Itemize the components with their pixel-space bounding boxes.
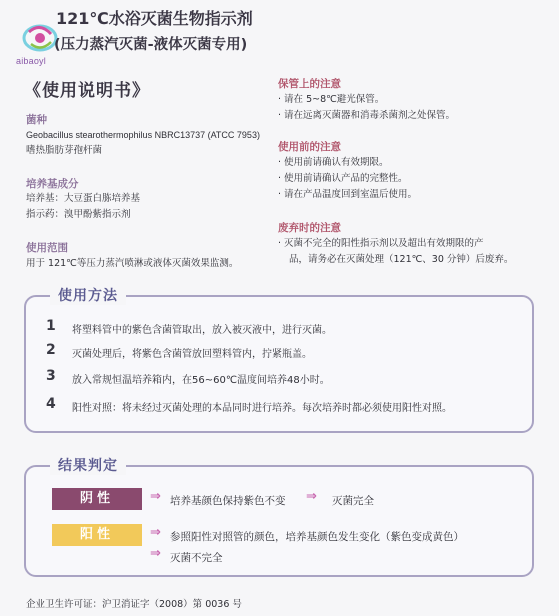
disposal-text-cont: 品，请务必在灭菌处理（121℃、30 分钟）后废弃。	[289, 254, 514, 265]
negative-badge: 阴性	[52, 488, 142, 510]
storage-item: · 请在远离灭菌器和消毒杀菌剂之处保管。	[278, 110, 456, 121]
result-arrow-icon: ⇒	[150, 489, 161, 504]
result-label: 结果判定	[50, 455, 126, 475]
positive-result: 灭菌不完全	[170, 552, 223, 564]
before-use-item: · 使用前请确认有效期限。	[278, 157, 389, 168]
step-text: 放入常规恒温培养箱内，在56~60℃温度间培养48小时。	[72, 375, 330, 386]
medium-heading: 培养基成分	[26, 178, 79, 190]
strain-heading: 菌种	[26, 114, 47, 126]
positive-badge: 阳性	[52, 524, 142, 546]
strain-chinese-name: 嗜热脂肪芽孢杆菌	[26, 145, 103, 156]
before-use-item: · 使用前请确认产品的完整性。	[278, 173, 408, 184]
storage-heading: 保管上的注意	[278, 78, 341, 90]
brand-logo-text: aibaoyl	[16, 56, 46, 66]
step-text: 灭菌处理后，将紫色含菌管放回塑料管内，拧紧瓶盖。	[72, 349, 312, 360]
step-number: 2	[46, 342, 56, 358]
step-number: 1	[46, 318, 56, 334]
step-text: 将塑料管中的紫色含菌管取出，放入被灭液中，进行灭菌。	[72, 325, 332, 336]
scope-text: 用于 121℃等压力蒸汽喷淋或液体灭菌效果监测。	[26, 258, 239, 269]
positive-description: 参照阳性对照管的颜色，培养基颜色发生变化（紫色变成黄色）	[170, 531, 464, 543]
negative-result: 灭菌完全	[332, 495, 374, 507]
disposal-heading: 废弃时的注意	[278, 222, 341, 234]
usage-label: 使用方法	[50, 285, 126, 305]
result-arrow-icon: ⇒	[150, 546, 161, 561]
storage-item: · 请在 5~8℃避光保管。	[278, 94, 385, 105]
product-subtitle: (压力蒸汽灭菌-液体灭菌专用)	[54, 37, 248, 53]
negative-description: 培养基颜色保持紫色不变	[170, 495, 286, 507]
result-frame	[24, 465, 534, 577]
before-use-item: · 请在产品温度回到室温后使用。	[278, 189, 418, 200]
hygiene-license: 企业卫生许可证：沪卫消证字（2008）第 0036 号	[26, 599, 242, 610]
product-title: 121℃水浴灭菌生物指示剂	[56, 9, 253, 28]
step-text: 阳性对照：将未经过灭菌处理的本品同时进行培养。每次培养时都必须使用阳性对照。	[72, 403, 452, 414]
indicator-line: 指示药：溴甲酚紫指示剂	[26, 209, 131, 220]
manual-title: 《使用说明书》	[24, 81, 150, 101]
strain-latin-name: Geobacillus stearothermophilus NBRC13737 (ATCC 7953)	[26, 130, 260, 140]
disposal-text: · 灭菌不完全的阳性指示剂以及超出有效期限的产	[278, 238, 484, 249]
scope-heading: 使用范围	[26, 242, 68, 254]
medium-line: 培养基：大豆蛋白胨培养基	[26, 193, 141, 204]
step-number: 4	[46, 396, 56, 412]
result-arrow-icon: ⇒	[150, 525, 161, 540]
result-arrow-icon: ⇒	[306, 489, 317, 504]
before-use-heading: 使用前的注意	[278, 141, 341, 153]
step-number: 3	[46, 368, 56, 384]
